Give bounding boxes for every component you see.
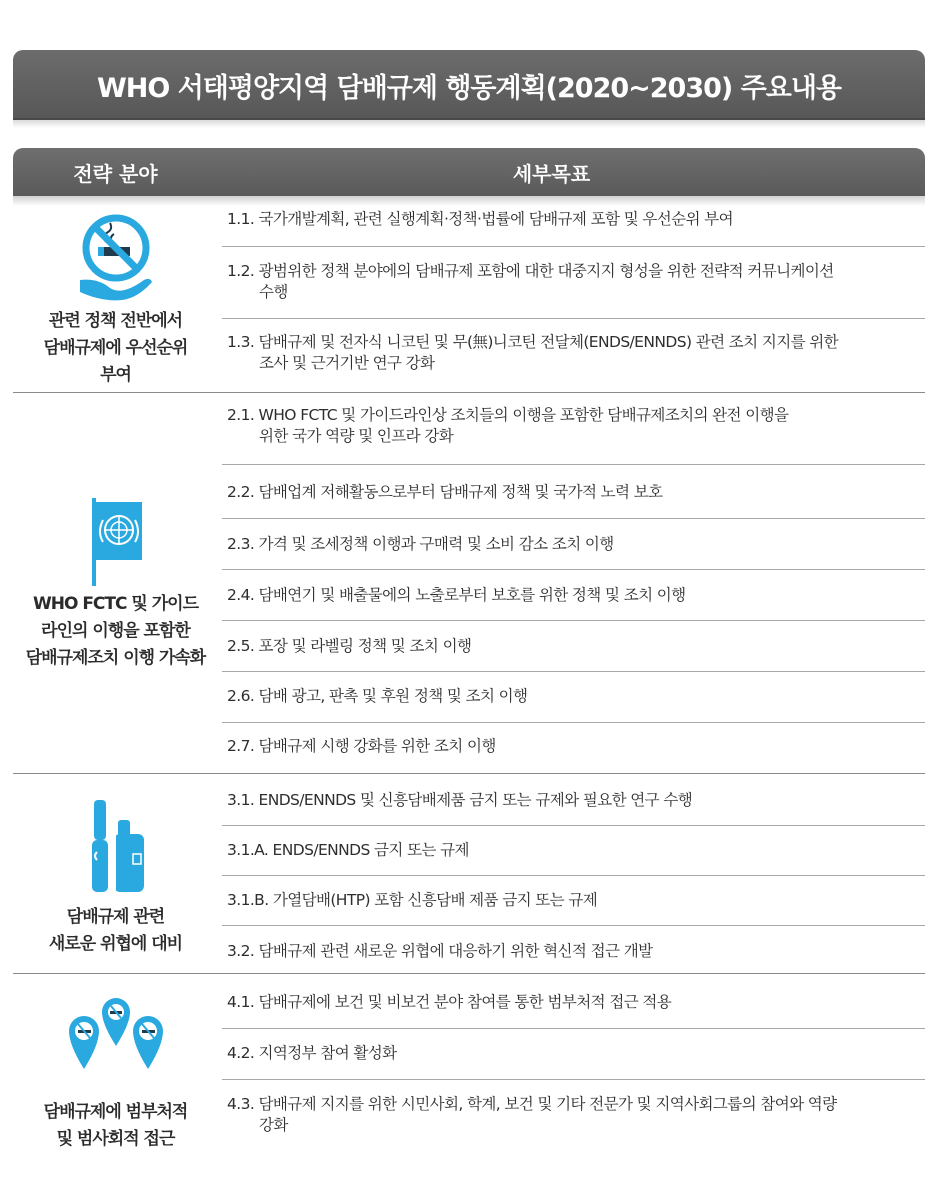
goal-text: 2.3. 가격 및 조세정책 이행과 구매력 및 소비 감소 조치 이행: [227, 535, 614, 553]
section-2-label-line-1: WHO FCTC 및 가이드: [32, 594, 199, 614]
goal-text: 4.2. 지역정부 참여 활성화: [227, 1044, 397, 1062]
e-cigarette-device-icon: [84, 800, 148, 894]
goal-item: [227, 686, 925, 707]
section-3-label-line-1: 담배규제 관련: [66, 907, 165, 927]
goal-text: 3.1. ENDS/ENNDS 및 신흥담배제품 금지 또는 규제와 필요한 연구 수행: [227, 791, 693, 809]
section-1-label-line-1: 관련 정책 전반에서: [48, 311, 183, 331]
goal-item: [227, 840, 925, 861]
title-shadow: [13, 118, 925, 128]
goal-text: 1.3. 담배규제 및 전자식 니코틴 및 무(無)니코틴 전달체(ENDS/ENNDS) 관련 조치 지지를 위한: [227, 333, 839, 351]
section-4-area: [13, 974, 218, 1174]
section-1: [13, 200, 925, 392]
row-divider: [222, 620, 925, 621]
row-divider: [222, 875, 925, 876]
goal-text: 4.1. 담배규제에 보건 및 비보건 분야 참여를 통한 범부처적 접근 적용: [227, 993, 672, 1011]
goal-item: [227, 482, 925, 503]
goal-text-continued: 강화: [259, 1116, 288, 1134]
goal-item: [227, 261, 925, 303]
section-1-area: [13, 200, 218, 392]
goal-text: 1.2. 광범위한 정책 분야에의 담배규제 포함에 대한 대중지지 형성을 위한 전략적 커뮤니케이션: [227, 262, 834, 280]
goal-text: 1.1. 국가개발계획, 관련 실행계획·정책·법률에 담배규제 포함 및 우선순위 부여: [227, 210, 733, 228]
section-1-label-line-2: 담배규제에 우선순위: [43, 338, 188, 358]
un-flag-icon: [86, 496, 146, 588]
goal-item: [227, 405, 925, 447]
row-divider: [222, 318, 925, 319]
goal-item: [227, 736, 925, 757]
section-3: [13, 774, 925, 972]
page-title: WHO 서태평양지역 담배규제 행동계획(2020~2030) 주요내용: [96, 72, 841, 104]
row-divider: [222, 825, 925, 826]
goal-item: [227, 332, 925, 374]
goal-item: [227, 209, 925, 230]
row-divider: [222, 518, 925, 519]
goal-text: 3.1.A. ENDS/ENNDS 금지 또는 규제: [227, 841, 469, 859]
goal-text: 3.1.B. 가열담배(HTP) 포함 신흥담배 제품 금지 또는 규제: [227, 891, 598, 909]
goal-item: [227, 890, 925, 911]
goal-text: 2.7. 담배규제 시행 강화를 위한 조치 이행: [227, 737, 496, 755]
section-1-label-line-3: 부여: [100, 365, 131, 385]
header-strategy-area: 전략 분야: [73, 161, 158, 186]
section-2-label-line-2: 라인의 이행을 포함한: [41, 621, 190, 641]
goal-text: 3.2. 담배규제 관련 새로운 위협에 대응하기 위한 혁신적 접근 개발: [227, 942, 653, 960]
section-4-label-line-1: 담배규제에 범부처적: [43, 1102, 188, 1122]
goal-item: [227, 992, 925, 1013]
row-divider: [222, 722, 925, 723]
section-2-label-line-3: 담배규제조치 이행 가속화: [25, 648, 206, 668]
goal-text: 2.5. 포장 및 라벨링 정책 및 조치 이행: [227, 637, 472, 655]
row-divider: [222, 1079, 925, 1080]
table-header: [13, 148, 925, 196]
row-divider: [222, 246, 925, 247]
goal-text: 2.4. 담배연기 및 배출물에의 노출로부터 보호를 위한 정책 및 조치 이행: [227, 586, 686, 604]
goal-item: [227, 790, 925, 811]
goal-text: 2.1. WHO FCTC 및 가이드라인상 조치들의 이행을 포함한 담배규제조치의 완전 이행을: [227, 406, 789, 424]
header-detailed-goals: 세부목표: [512, 161, 591, 186]
goal-item: [227, 941, 925, 962]
section-4-label-line-2: 및 범사회적 접근: [56, 1129, 175, 1149]
section-3-label-line-2: 새로운 위협에 대비: [48, 934, 183, 954]
section-2-area: [13, 393, 218, 773]
goal-text-continued: 위한 국가 역량 및 인프라 강화: [259, 427, 454, 445]
section-3-area: [13, 774, 218, 972]
goal-item: [227, 585, 925, 606]
section-4: [13, 974, 925, 1174]
goal-text: 4.3. 담배규제 지지를 위한 시민사회, 학계, 보건 및 기타 전문가 및 지역사회그룹의 참여와 역량: [227, 1095, 837, 1113]
row-divider: [222, 464, 925, 465]
no-smoking-location-pins-icon: [68, 994, 164, 1082]
goal-item: [227, 534, 925, 555]
no-smoking-hand-icon: [76, 210, 156, 302]
goal-text: 2.6. 담배 광고, 판촉 및 후원 정책 및 조치 이행: [227, 687, 528, 705]
goal-text-continued: 조사 및 근거기반 연구 강화: [259, 354, 435, 372]
title-bar: [13, 50, 925, 120]
goal-text-continued: 수행: [259, 283, 288, 301]
goal-item: [227, 1043, 925, 1064]
section-2: [13, 393, 925, 773]
goal-text: 2.2. 담배업계 저해활동으로부터 담배규제 정책 및 국가적 노력 보호: [227, 483, 663, 501]
row-divider: [222, 925, 925, 926]
goal-item: [227, 636, 925, 657]
row-divider: [222, 671, 925, 672]
goal-item: [227, 1094, 925, 1136]
row-divider: [222, 569, 925, 570]
row-divider: [222, 1028, 925, 1029]
